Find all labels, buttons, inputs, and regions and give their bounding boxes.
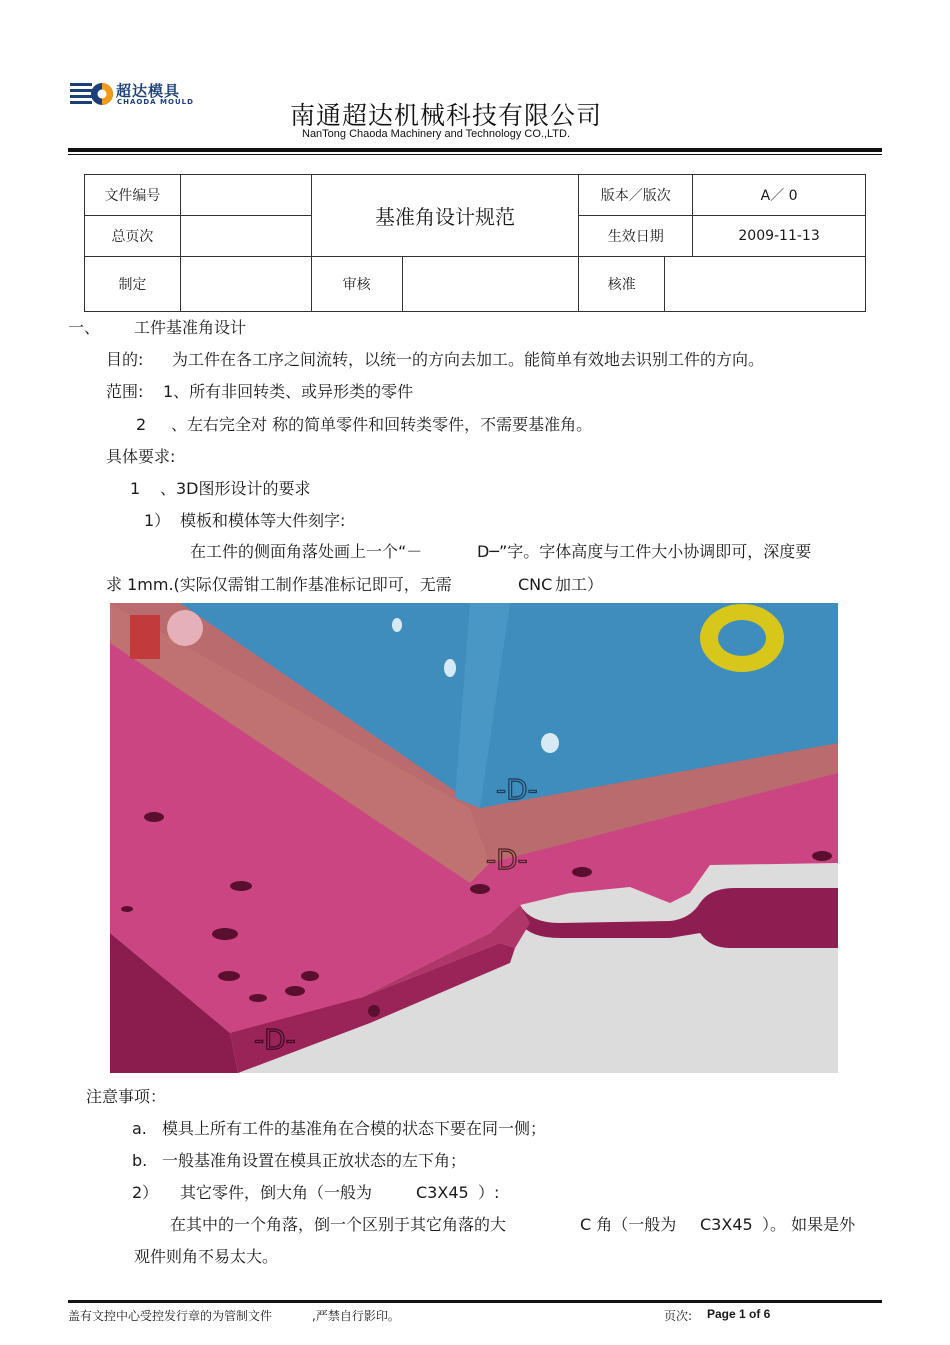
notes-label: 注意事项：	[86, 1087, 167, 1106]
para-d: 观件则角不易太大。	[134, 1247, 279, 1266]
doc-number-label: 文件编号	[85, 175, 181, 216]
version-value: A／ 0	[693, 175, 866, 216]
para-b-part-3: 加工）	[555, 575, 604, 594]
total-pages-label: 总页次	[85, 216, 181, 257]
footer-page-label: 页次:	[664, 1309, 693, 1323]
note-a-number: a.	[132, 1119, 147, 1138]
note-b-text: 一般基准角设置在模具正放状态的左下角；	[162, 1151, 467, 1170]
mold-3d-figure	[110, 603, 838, 1073]
item-2-part-c: ）:	[478, 1183, 500, 1202]
para-b-cnc: CNC	[518, 575, 553, 594]
company-name-en: NanTong Chaoda Machinery and Technology CO.,LTD.	[302, 128, 571, 140]
prepared-value	[180, 257, 311, 312]
note-a-text: 模具上所有工件的基准角在合模的状态下要在同一侧；	[162, 1119, 547, 1138]
footer-control-note: 盖有文控中心受控发行章的为管制文件	[68, 1309, 273, 1323]
requirement-1-number: 1	[130, 479, 141, 498]
scope-item-2: 、左右完全对 称的简单零件和回转类零件，不需要基准角。	[171, 415, 593, 434]
requirement-1-text: 、3D图形设计的要求	[160, 479, 311, 498]
footer-rule	[68, 1300, 882, 1303]
scope-item-2-number: 2	[136, 415, 147, 434]
company-name-cn: 南通超达机械科技有限公司	[290, 101, 603, 130]
requirements-label: 具体要求:	[106, 447, 176, 466]
section-title: 工件基准角设计	[134, 318, 247, 337]
para-c-part-4: ）。 如果是外	[762, 1215, 856, 1234]
logo-text-cn: 超达模具	[116, 82, 181, 100]
prepared-label: 制定	[85, 257, 181, 312]
purpose-text: 为工件在各工序之间流转，以统一的方向去加工。能简单有效地去识别工件的方向。	[172, 350, 765, 369]
para-a-part-2: D─”字。字体高度与工件大小协调即可，深度要	[477, 542, 812, 561]
doc-number-value	[180, 175, 311, 216]
para-c-part-3: C3X45	[700, 1215, 753, 1234]
reviewed-value	[402, 257, 579, 312]
scope-label: 范围:	[106, 382, 144, 401]
logo-text-en: CHAODA MOULD	[117, 98, 194, 106]
version-label: 版本／版次	[579, 175, 693, 216]
footer-copy-warning: ,严禁自行影印。	[312, 1309, 400, 1323]
purpose-label: 目的:	[106, 350, 144, 369]
para-c-part-1: 在其中的一个角落，倒一个区别于其它角落的大	[170, 1215, 507, 1234]
para-c-part-2: C 角（一般为	[580, 1215, 677, 1234]
header-rule-thin	[68, 154, 882, 155]
item-2-part-b: C3X45	[416, 1183, 469, 1202]
item-2-part-a: 其它零件，倒大角（一般为	[180, 1183, 373, 1202]
requirement-1-1-text: 模板和模体等大件刻字:	[180, 511, 346, 530]
d-marking-upper: -D-	[496, 773, 538, 806]
document-title: 基准角设计规范	[311, 175, 579, 257]
para-b-part-1: 求 1mm.(实际仅需钳工制作基准标记即可，无需	[106, 575, 452, 594]
note-b-number: b.	[132, 1151, 148, 1170]
requirement-1-1-number: 1）	[144, 511, 171, 530]
para-a-part-1: 在工件的侧面角落处画上一个“－	[190, 542, 423, 561]
effective-date-value: 2009-11-13	[693, 216, 866, 257]
d-marking-middle: -D-	[486, 843, 528, 876]
total-pages-value	[180, 216, 311, 257]
approved-value	[665, 257, 866, 312]
item-2-number: 2）	[132, 1183, 159, 1202]
effective-date-label: 生效日期	[579, 216, 693, 257]
section-number: 一、	[68, 318, 101, 337]
d-marking-lower: -D-	[254, 1023, 296, 1056]
approved-label: 核准	[579, 257, 665, 312]
footer-page-number: Page 1 of 6	[707, 1307, 771, 1321]
document-info-table	[84, 174, 866, 312]
reviewed-label: 审核	[311, 257, 402, 312]
scope-item-1: 1、所有非回转类、或异形类的零件	[163, 382, 414, 401]
header-rule	[68, 148, 882, 152]
